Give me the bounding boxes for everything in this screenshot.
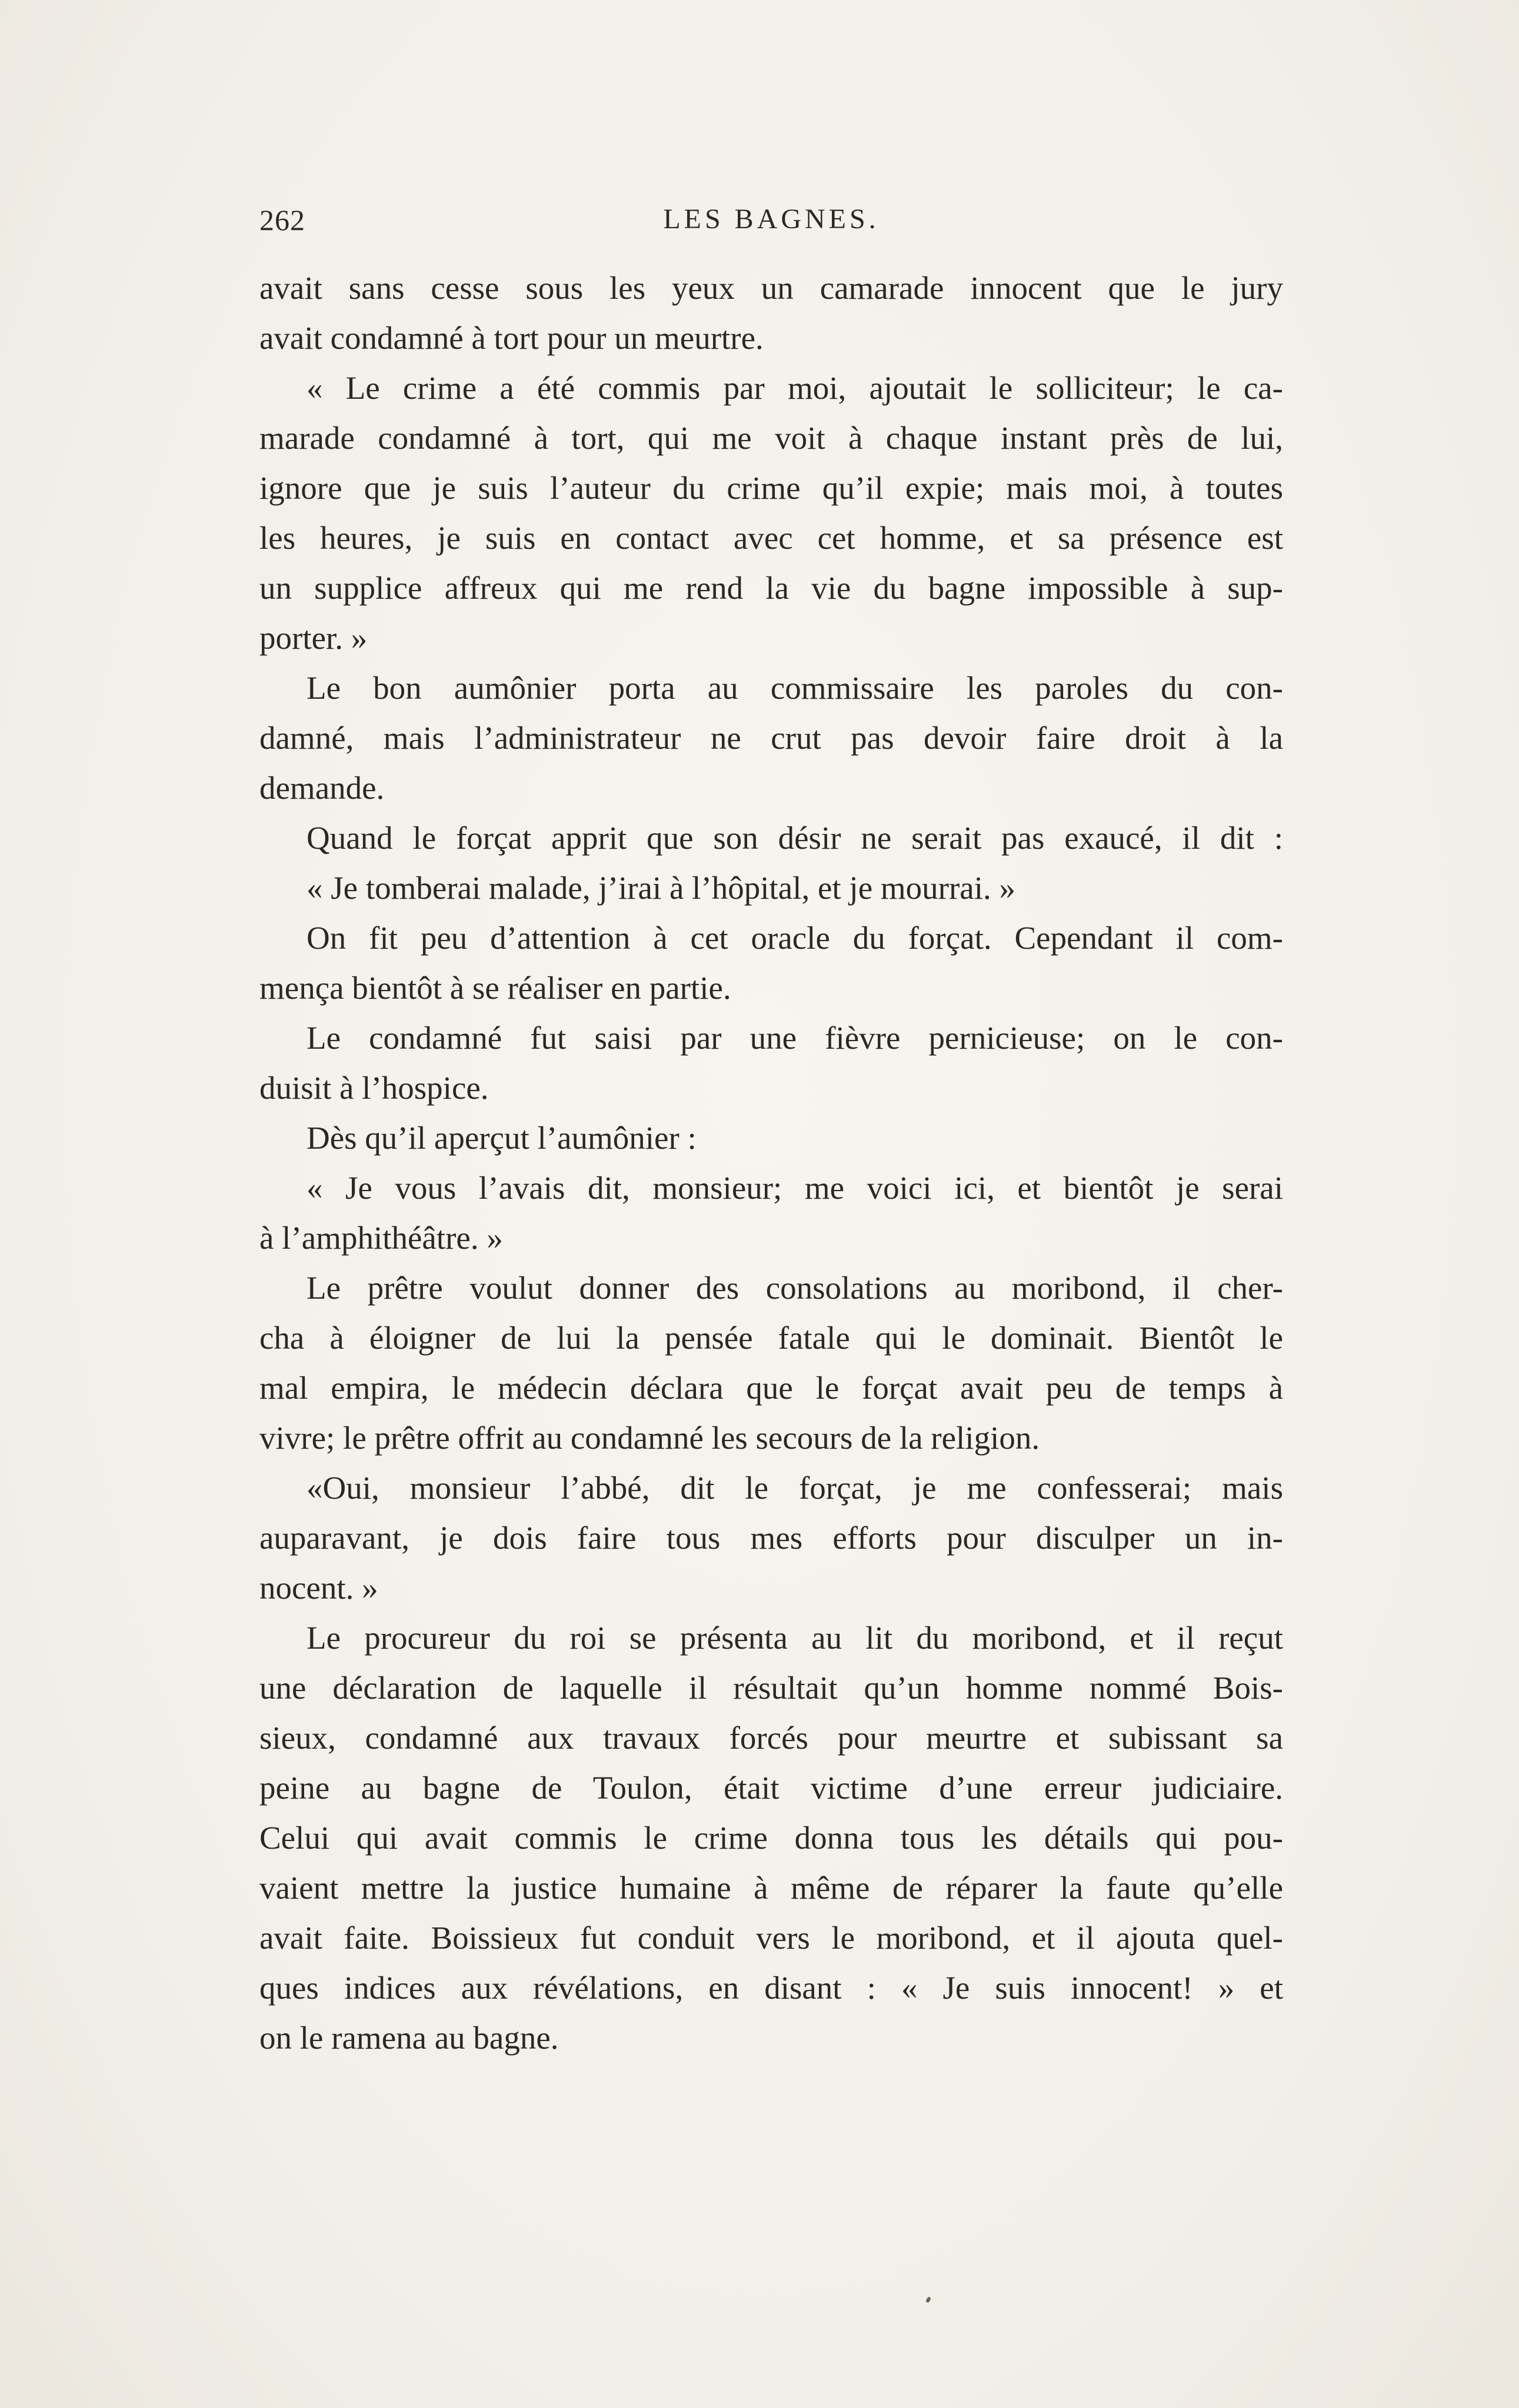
text-line: Quand le forçat apprit que son désir ne serait pas exaucé, il dit : [307,820,1283,856]
text-line: duisit à l’hospice. [259,1070,489,1106]
text-line: Le prêtre voulut donner des consolations au moribond, il cher- [307,1270,1283,1306]
text-line: On fit peu d’attention à cet oracle du forçat. Cependant il com- [307,920,1283,956]
text-line: Le procureur du roi se présenta au lit du moribond, et il reçut [307,1620,1283,1656]
text-line: on le ramena au bagne. [259,2020,559,2056]
text-line: marade condamné à tort, qui me voit à chaque instant près de lui, [259,420,1283,456]
text-line: « Le crime a été commis par moi, ajoutait le solliciteur; le ca- [307,370,1283,406]
body-text [259,263,1283,2063]
text-line: avait condamné à tort pour un meurtre. [259,320,764,356]
text-line: demande. [259,770,385,806]
text-line: porter. » [259,620,368,656]
text-line: Le bon aumônier porta au commissaire les paroles du con- [307,670,1283,706]
text-line: nocent. » [259,1570,378,1606]
paper-speck [925,2296,931,2303]
page-number: 262 [259,204,305,236]
text-line: ignore que je suis l’auteur du crime qu’il expie; mais moi, à toutes [259,470,1283,506]
text-line: vivre; le prêtre offrit au condamné les secours de la religion. [259,1420,1040,1456]
text-line: les heures, je suis en contact avec cet homme, et sa présence est [259,520,1283,556]
text-line: « Je tomberai malade, j’irai à l’hôpital, et je mourrai. » [307,870,1015,906]
text-line: «Oui, monsieur l’abbé, dit le forçat, je me confesserai; mais [307,1470,1283,1506]
text-line: auparavant, je dois faire tous mes efforts pour disculper un in- [259,1520,1283,1556]
text-line: ques indices aux révélations, en disant : « Je suis innocent! » et [259,1970,1283,2006]
text-line: Dès qu’il aperçut l’aumônier : [307,1120,697,1156]
text-line: mença bientôt à se réaliser en partie. [259,970,731,1006]
text-line: damné, mais l’administrateur ne crut pas devoir faire droit à la [259,720,1283,756]
text-line: cha à éloigner de lui la pensée fatale qui le dominait. Bientôt le [259,1320,1283,1356]
text-line: avait sans cesse sous les yeux un camarade innocent que le jury [259,270,1283,306]
text-line: vaient mettre la justice humaine à même de réparer la faute qu’elle [259,1870,1283,1906]
text-line: Le condamné fut saisi par une fièvre pernicieuse; on le con- [307,1020,1283,1056]
page-header [259,203,1283,244]
text-line: sieux, condamné aux travaux forcés pour meurtre et subissant sa [259,1720,1283,1756]
text-line: avait faite. Boissieux fut conduit vers le moribond, et il ajouta quel- [259,1920,1283,1956]
text-line: une déclaration de laquelle il résultait qu’un homme nommé Bois- [259,1670,1283,1706]
text-line: « Je vous l’avais dit, monsieur; me voici ici, et bientôt je serai [307,1170,1283,1206]
text-line: à l’amphithéâtre. » [259,1220,503,1256]
text-line: mal empira, le médecin déclara que le forçat avait peu de temps à [259,1370,1283,1406]
text-line: peine au bagne de Toulon, était victime d’une erreur judiciaire. [259,1770,1283,1806]
text-line: Celui qui avait commis le crime donna tous les détails qui pou- [259,1820,1283,1856]
text-line: un supplice affreux qui me rend la vie du bagne impossible à sup- [259,570,1283,606]
running-head: LES BAGNES. [663,204,880,235]
